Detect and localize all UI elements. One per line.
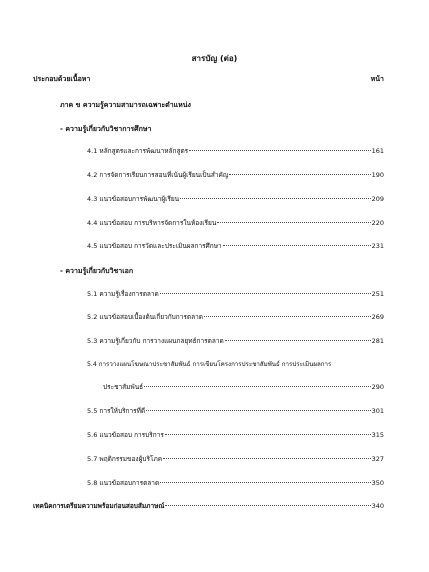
toc-entry-page: 209 <box>371 195 384 203</box>
page-column-header: หน้า <box>370 75 384 83</box>
toc-entry[interactable] <box>87 171 384 180</box>
toc-entry-label: 4.4 แนวข้อสอบ การบริหารจัดการในห้องเรียน <box>87 219 217 227</box>
dot-leader <box>144 386 370 387</box>
toc-entry-page: 281 <box>371 337 384 345</box>
dot-leader <box>189 150 370 151</box>
toc-entry[interactable] <box>87 431 384 440</box>
dot-leader <box>225 340 371 341</box>
toc-entry-page: 350 <box>371 479 384 487</box>
dot-leader <box>165 505 370 506</box>
toc-entry-page: 315 <box>371 431 384 439</box>
part-heading: ภาค ข ความรู้ความสามารถเฉพาะตำแหน่ง <box>60 101 191 109</box>
toc-entry-label: 5.8 แนวข้อสอบการตลาด <box>87 479 160 487</box>
toc-entry-label: 4.5 แนวข้อสอบ การวัดและประเมินผลการศึกษา <box>87 242 222 250</box>
toc-entry-page: 161 <box>371 147 384 155</box>
section-heading-major: - ความรู้เกี่ยวกับวิชาเอก <box>60 267 134 275</box>
toc-entry-label: 4.3 แนวข้อสอบการพัฒนาผู้เรียน <box>87 195 180 203</box>
dot-leader <box>165 434 371 435</box>
toc-entry[interactable] <box>87 407 384 416</box>
toc-entry-label: 5.2 แนวข้อสอบเบื้องต้นเกี่ยวกับการตลาด <box>87 313 203 321</box>
toc-entry-label-line2: ประชาสัมพันธ์ <box>103 383 144 391</box>
toc-entry-label: 4.1 หลักสูตรและการพัฒนาหลักสูตร <box>87 147 189 155</box>
section-heading-education: - ความรู้เกี่ยวกับวิชาการศึกษา <box>60 125 152 133</box>
toc-entry[interactable] <box>87 337 384 346</box>
toc-entry-label: 5.6 แนวข้อสอบ การบริการ <box>87 431 164 439</box>
toc-entry-label-line1[interactable]: 5.4 การวางแผนโฆษณาประชาสัมพันธ์ การเขียนโครงการประชาสัมพันธ์ การประเมินผลการ <box>87 361 332 368</box>
toc-entry-label: 5.7 พฤติกรรมของผู้บริโภค <box>87 455 163 463</box>
toc-entry-page: 327 <box>371 455 384 463</box>
toc-entry-page: 220 <box>371 219 384 227</box>
toc-entry[interactable] <box>87 219 384 228</box>
toc-entry[interactable] <box>103 383 384 392</box>
toc-entry-page: 231 <box>371 242 384 250</box>
dot-leader <box>217 222 370 223</box>
toc-entry-label: 5.3 ความรู้เกี่ยวกับ การวางแผนกลยุทธ์การตลาด <box>87 337 224 345</box>
toc-entry-label: 4.2 การจัดการเรียนการสอนที่เน้นผู้เรียนเป็นสำคัญ <box>87 171 229 179</box>
toc-entry-label: 5.5 การให้บริการที่ดี <box>87 407 146 415</box>
dot-leader <box>163 458 370 459</box>
dot-leader <box>160 482 370 483</box>
toc-entry[interactable] <box>87 147 384 156</box>
toc-entry[interactable] <box>87 479 384 488</box>
dot-leader <box>223 245 371 246</box>
toc-entry[interactable] <box>87 455 384 464</box>
toc-entry[interactable] <box>87 195 384 204</box>
toc-entry[interactable] <box>87 290 384 299</box>
content-column-header: ประกอบด้วยเนื้อหา <box>33 75 91 83</box>
toc-entry-page: 290 <box>371 383 384 391</box>
dot-leader <box>229 174 370 175</box>
toc-entry-label: 5.1 ความรู้เรื่องการตลาด <box>87 290 159 298</box>
dot-leader <box>146 410 370 411</box>
toc-entry-page: 269 <box>371 313 384 321</box>
dot-leader <box>204 316 371 317</box>
toc-entry-page: 251 <box>371 290 384 298</box>
toc-entry[interactable] <box>87 242 384 251</box>
toc-entry-page: 190 <box>371 171 384 179</box>
toc-entry-final[interactable] <box>33 502 384 511</box>
page-title: สารบัญ (ต่อ) <box>191 54 238 63</box>
toc-entry-page: 340 <box>371 502 384 510</box>
dot-leader <box>180 198 370 199</box>
toc-entry-page: 301 <box>371 407 384 415</box>
toc-entry[interactable] <box>87 313 384 322</box>
dot-leader <box>160 293 371 294</box>
toc-entry-label: เทคนิคการเตรียมความพร้อมก่อนสอบสัมภาษณ์ <box>33 502 165 510</box>
